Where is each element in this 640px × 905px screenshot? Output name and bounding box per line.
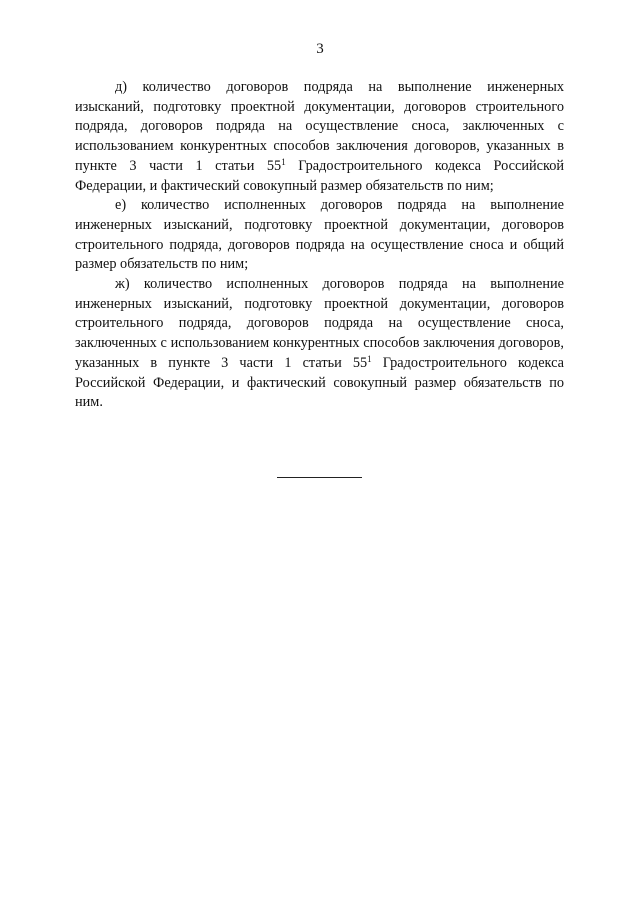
superscript-1: 1 bbox=[281, 156, 286, 167]
paragraph-d-text: д) количество договоров подряда на выполнение инженерных изысканий, подготовку проектной документации, договоров строительного подряда, договоров подряда на осуществление сноса, заключенных с использованием конкурентных способов заключения договоров, указанных в пункте 3 части 1 статьи 55 bbox=[75, 79, 564, 174]
paragraph-e: е) количество исполненных договоров подряда на выполнение инженерных изысканий, подготовку проектной документации, договоров строительного подряда, договоров подряда на осуществление сноса и общий размер обязательств по ним; bbox=[75, 197, 564, 273]
superscript-1: 1 bbox=[367, 353, 372, 364]
paragraph-zh bbox=[75, 275, 564, 413]
paragraph-zh-text: ж) количество исполненных договоров подряда на выполнение инженерных изысканий, подготовку проектной документации, договоров строительного подряда, договоров подряда на осуществление сноса, заключенных с использованием конкурентных способов заключения договоров, указанных в пункте 3 части 1 статьи 55 bbox=[75, 276, 564, 371]
end-divider bbox=[277, 477, 362, 478]
paragraph-d-text-end: Градостроительного кодекса Российской Федерации, и фактический совокупный размер обязательств по ним; bbox=[75, 157, 564, 194]
document-body bbox=[75, 78, 564, 413]
page-number: 3 bbox=[316, 41, 324, 57]
paragraph-d bbox=[75, 78, 564, 196]
paragraph-zh-text-end: Градостроительного кодекса Российской Федерации, и фактический совокупный размер обязательств по ним. bbox=[75, 354, 564, 411]
